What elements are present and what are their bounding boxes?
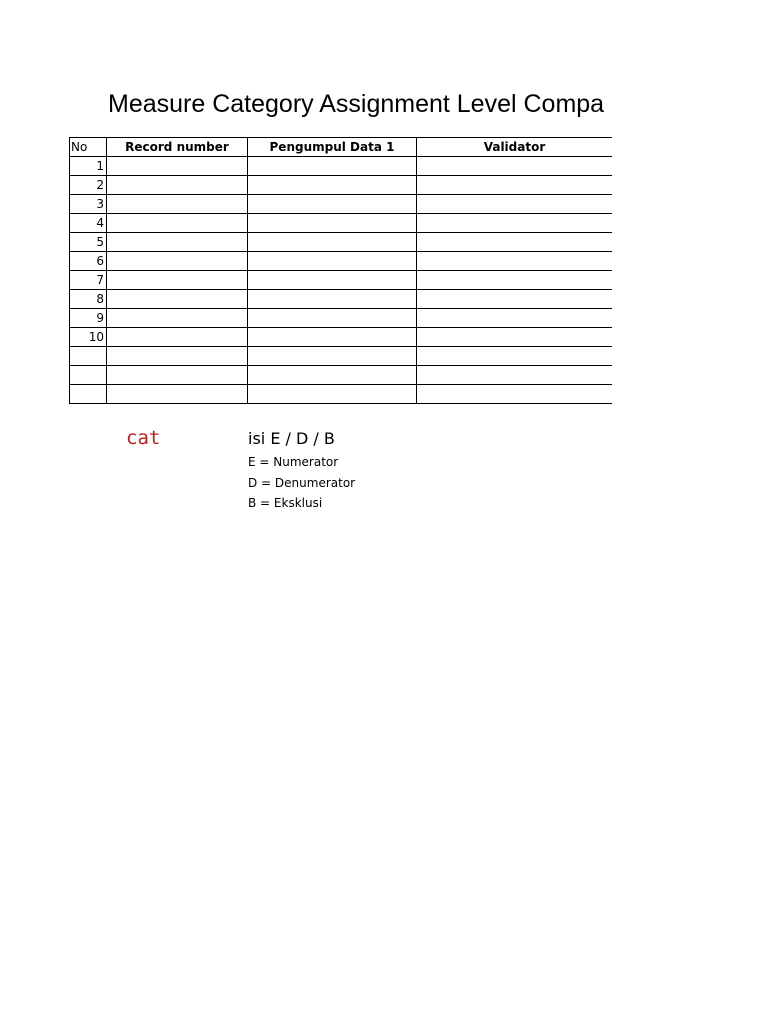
cell-no[interactable]: 2 xyxy=(70,176,107,195)
cell-record-number[interactable] xyxy=(107,385,248,404)
cell-collector[interactable] xyxy=(248,195,417,214)
table-row xyxy=(70,195,613,214)
legend-item: E = Numerator xyxy=(248,455,339,469)
table-row xyxy=(70,252,613,271)
cell-validator[interactable] xyxy=(417,195,613,214)
legend-item: D = Denumerator xyxy=(248,475,356,490)
cell-no[interactable]: 6 xyxy=(70,252,107,271)
cell-validator[interactable] xyxy=(417,176,613,195)
cell-no[interactable] xyxy=(70,366,107,385)
cell-no[interactable]: 5 xyxy=(70,233,107,252)
category-legend xyxy=(248,452,355,514)
cell-record-number[interactable] xyxy=(107,252,248,271)
table-row xyxy=(70,176,613,195)
cell-record-number[interactable] xyxy=(107,366,248,385)
table-row xyxy=(70,290,613,309)
table-row xyxy=(70,347,613,366)
table-header-row xyxy=(70,138,613,157)
cell-validator[interactable] xyxy=(417,309,613,328)
header-validator: Validator xyxy=(417,138,613,157)
table-row xyxy=(70,214,613,233)
cell-validator[interactable] xyxy=(417,347,613,366)
table-row xyxy=(70,157,613,176)
table-row xyxy=(70,271,613,290)
cell-no[interactable]: 9 xyxy=(70,309,107,328)
cell-collector[interactable] xyxy=(248,271,417,290)
table-row xyxy=(70,328,613,347)
cell-record-number[interactable] xyxy=(107,290,248,309)
cell-record-number[interactable] xyxy=(107,233,248,252)
header-collector: Pengumpul Data 1 xyxy=(248,138,417,157)
table-row xyxy=(70,233,613,252)
table-row xyxy=(70,366,613,385)
cell-no[interactable] xyxy=(70,385,107,404)
table-row xyxy=(70,385,613,404)
cell-validator[interactable] xyxy=(417,233,613,252)
header-no: No xyxy=(70,138,107,157)
cell-validator[interactable] xyxy=(417,214,613,233)
cell-validator[interactable] xyxy=(417,252,613,271)
cell-record-number[interactable] xyxy=(107,347,248,366)
legend-item: B = Eksklusi xyxy=(248,496,323,510)
cell-no[interactable]: 3 xyxy=(70,195,107,214)
cell-collector[interactable] xyxy=(248,233,417,252)
cell-record-number[interactable] xyxy=(107,328,248,347)
cell-no[interactable]: 4 xyxy=(70,214,107,233)
cell-no[interactable]: 10 xyxy=(70,328,107,347)
title-area xyxy=(0,86,614,122)
cell-collector[interactable] xyxy=(248,328,417,347)
cell-record-number[interactable] xyxy=(107,214,248,233)
cell-collector[interactable] xyxy=(248,176,417,195)
page-title: Measure Category Assignment Level Compa xyxy=(108,90,605,118)
cell-collector[interactable] xyxy=(248,252,417,271)
cell-collector[interactable] xyxy=(248,214,417,233)
data-table xyxy=(69,137,612,404)
cell-validator[interactable] xyxy=(417,328,613,347)
header-record-number: Record number xyxy=(107,138,248,157)
cell-record-number[interactable] xyxy=(107,157,248,176)
cell-collector[interactable] xyxy=(248,366,417,385)
cell-record-number[interactable] xyxy=(107,271,248,290)
category-label: cat xyxy=(126,427,161,449)
cell-collector[interactable] xyxy=(248,157,417,176)
cell-collector[interactable] xyxy=(248,347,417,366)
cell-validator[interactable] xyxy=(417,366,613,385)
cell-validator[interactable] xyxy=(417,290,613,309)
table-row xyxy=(70,309,613,328)
cell-record-number[interactable] xyxy=(107,195,248,214)
cell-collector[interactable] xyxy=(248,309,417,328)
sheet-area xyxy=(69,137,612,406)
category-instruction: isi E / D / B xyxy=(248,429,335,448)
table-body xyxy=(70,157,613,404)
cell-validator[interactable] xyxy=(417,157,613,176)
cell-record-number[interactable] xyxy=(107,309,248,328)
cell-record-number[interactable] xyxy=(107,176,248,195)
cell-validator[interactable] xyxy=(417,385,613,404)
cell-no[interactable]: 8 xyxy=(70,290,107,309)
cell-collector[interactable] xyxy=(248,385,417,404)
cell-no[interactable]: 7 xyxy=(70,271,107,290)
cell-collector[interactable] xyxy=(248,290,417,309)
cell-no[interactable] xyxy=(70,347,107,366)
cell-no[interactable]: 1 xyxy=(70,157,107,176)
cell-validator[interactable] xyxy=(417,271,613,290)
